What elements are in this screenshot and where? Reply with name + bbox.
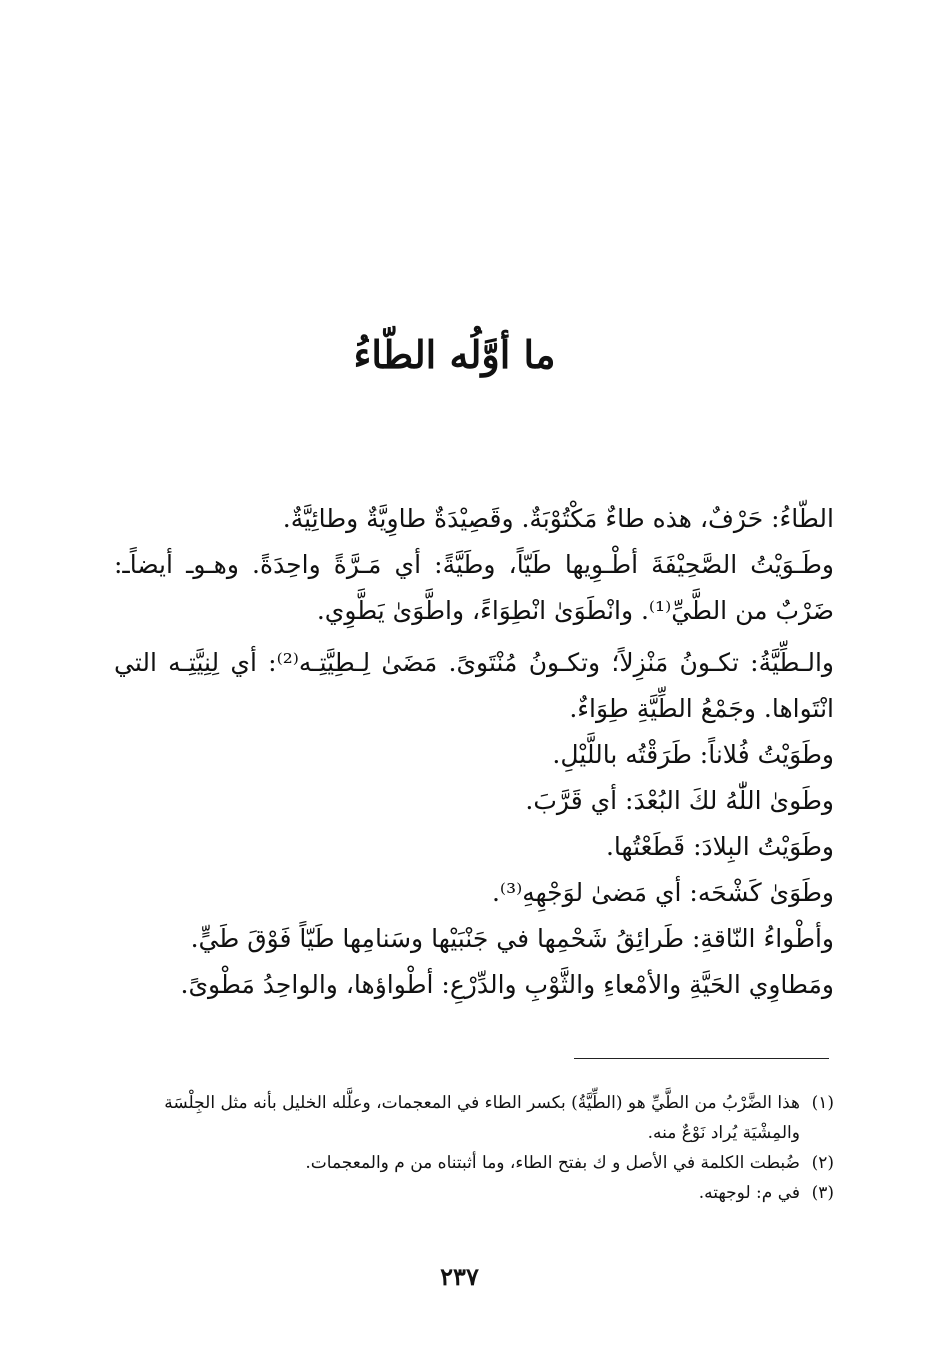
dictionary-body — [114, 496, 834, 1008]
chapter-title: ما أوَّلُه الطّاءُ — [353, 332, 556, 378]
footnote-2 — [112, 1148, 834, 1178]
entry-tawa-kashhah: وطَوَىٰ كَشْحَه: أي مَضىٰ لوَجْهِهِ⁽³⁾. — [491, 878, 834, 907]
footnote-text: في م: لوجهته. — [698, 1183, 800, 1203]
entry-tawa-allah: وطَوىٰ اللّٰهُ لكَ البُعْدَ: أي قَرَّبَ. — [525, 786, 834, 815]
entry-atwa-naqa: وأطْواءُ النّاقةِ: طَرائِقُ شَحْمِها في جَنْبَيْها وسَنامِها طَيّاً فَوْقَ طَيٍّ. — [190, 924, 834, 953]
footnote-text: هذا الضَّرْبُ من الطَّيِّ هو (الطِّيَّةُ) بكسر الطاء في المعجمات، وعلَّله الخليل بأنه مثل الجِلْسَة والمِشْيَة يُراد نَوْعٌ منه. — [164, 1093, 800, 1143]
entry-tawaytu-fulan: وطَوَيْتُ فُلاناً: طَرَقْتُه باللَّيْلِ. — [552, 740, 834, 769]
page-number: ٢٣٧ — [440, 1262, 479, 1291]
entry-matawi: ومَطاوِي الحَيَّةِ والأمْعاءِ والثَّوْبِ والدِّرْعِ: أطْواؤها، والواحِدُ مَطْوىً. — [180, 970, 834, 999]
entry-tawaytu-sahifa: وطَـوَيْتُ الصَّحِيْفَةَ أطْـوِيها طَيّاً، وطَيَّةً: أي مَـرَّةً واحِدَةً. وهـوـ أيضاًـ: ضَرْبٌ من الطَّيِّ⁽¹⁾. وانْطَوَىٰ انْطِوَاءً، واطَّوَىٰ يَطَّوِي. — [114, 550, 834, 625]
footnotes — [112, 1088, 834, 1208]
entry-taa-letter: الطّاءُ: حَرْفٌ، هذه طاءٌ مَكْتُوْبَةٌ. وقَصِيْدَةٌ طاوِيَّةٌ وطائِيَّةٌ. — [282, 504, 834, 533]
footnote-number: (١) — [811, 1093, 834, 1113]
footnote-divider — [574, 1058, 829, 1059]
footnote-number: (٢) — [811, 1153, 834, 1173]
footnote-number: (٣) — [811, 1183, 834, 1203]
footnote-3 — [112, 1178, 834, 1208]
footnote-1 — [112, 1088, 834, 1148]
entry-tiyya: والـطِّيَّةُ: تكـونُ مَنْزِلاً؛ وتكـونُ مُنْتَوىً. مَضَىٰ لِـطِيَّتِـه⁽²⁾: أي لِنِيَّتِـه التي انْتَواها. وجَمْعُ الطِّيَّةِ طِوَاءٌ. — [114, 648, 834, 723]
footnote-text: ضُبطت الكلمة في الأصل و ك بفتح الطاء، وما أثبتناه من م والمعجمات. — [305, 1153, 800, 1173]
entry-tawaytu-bilad: وطَوَيْتُ البِلادَ: قَطَعْتُها. — [605, 832, 834, 861]
